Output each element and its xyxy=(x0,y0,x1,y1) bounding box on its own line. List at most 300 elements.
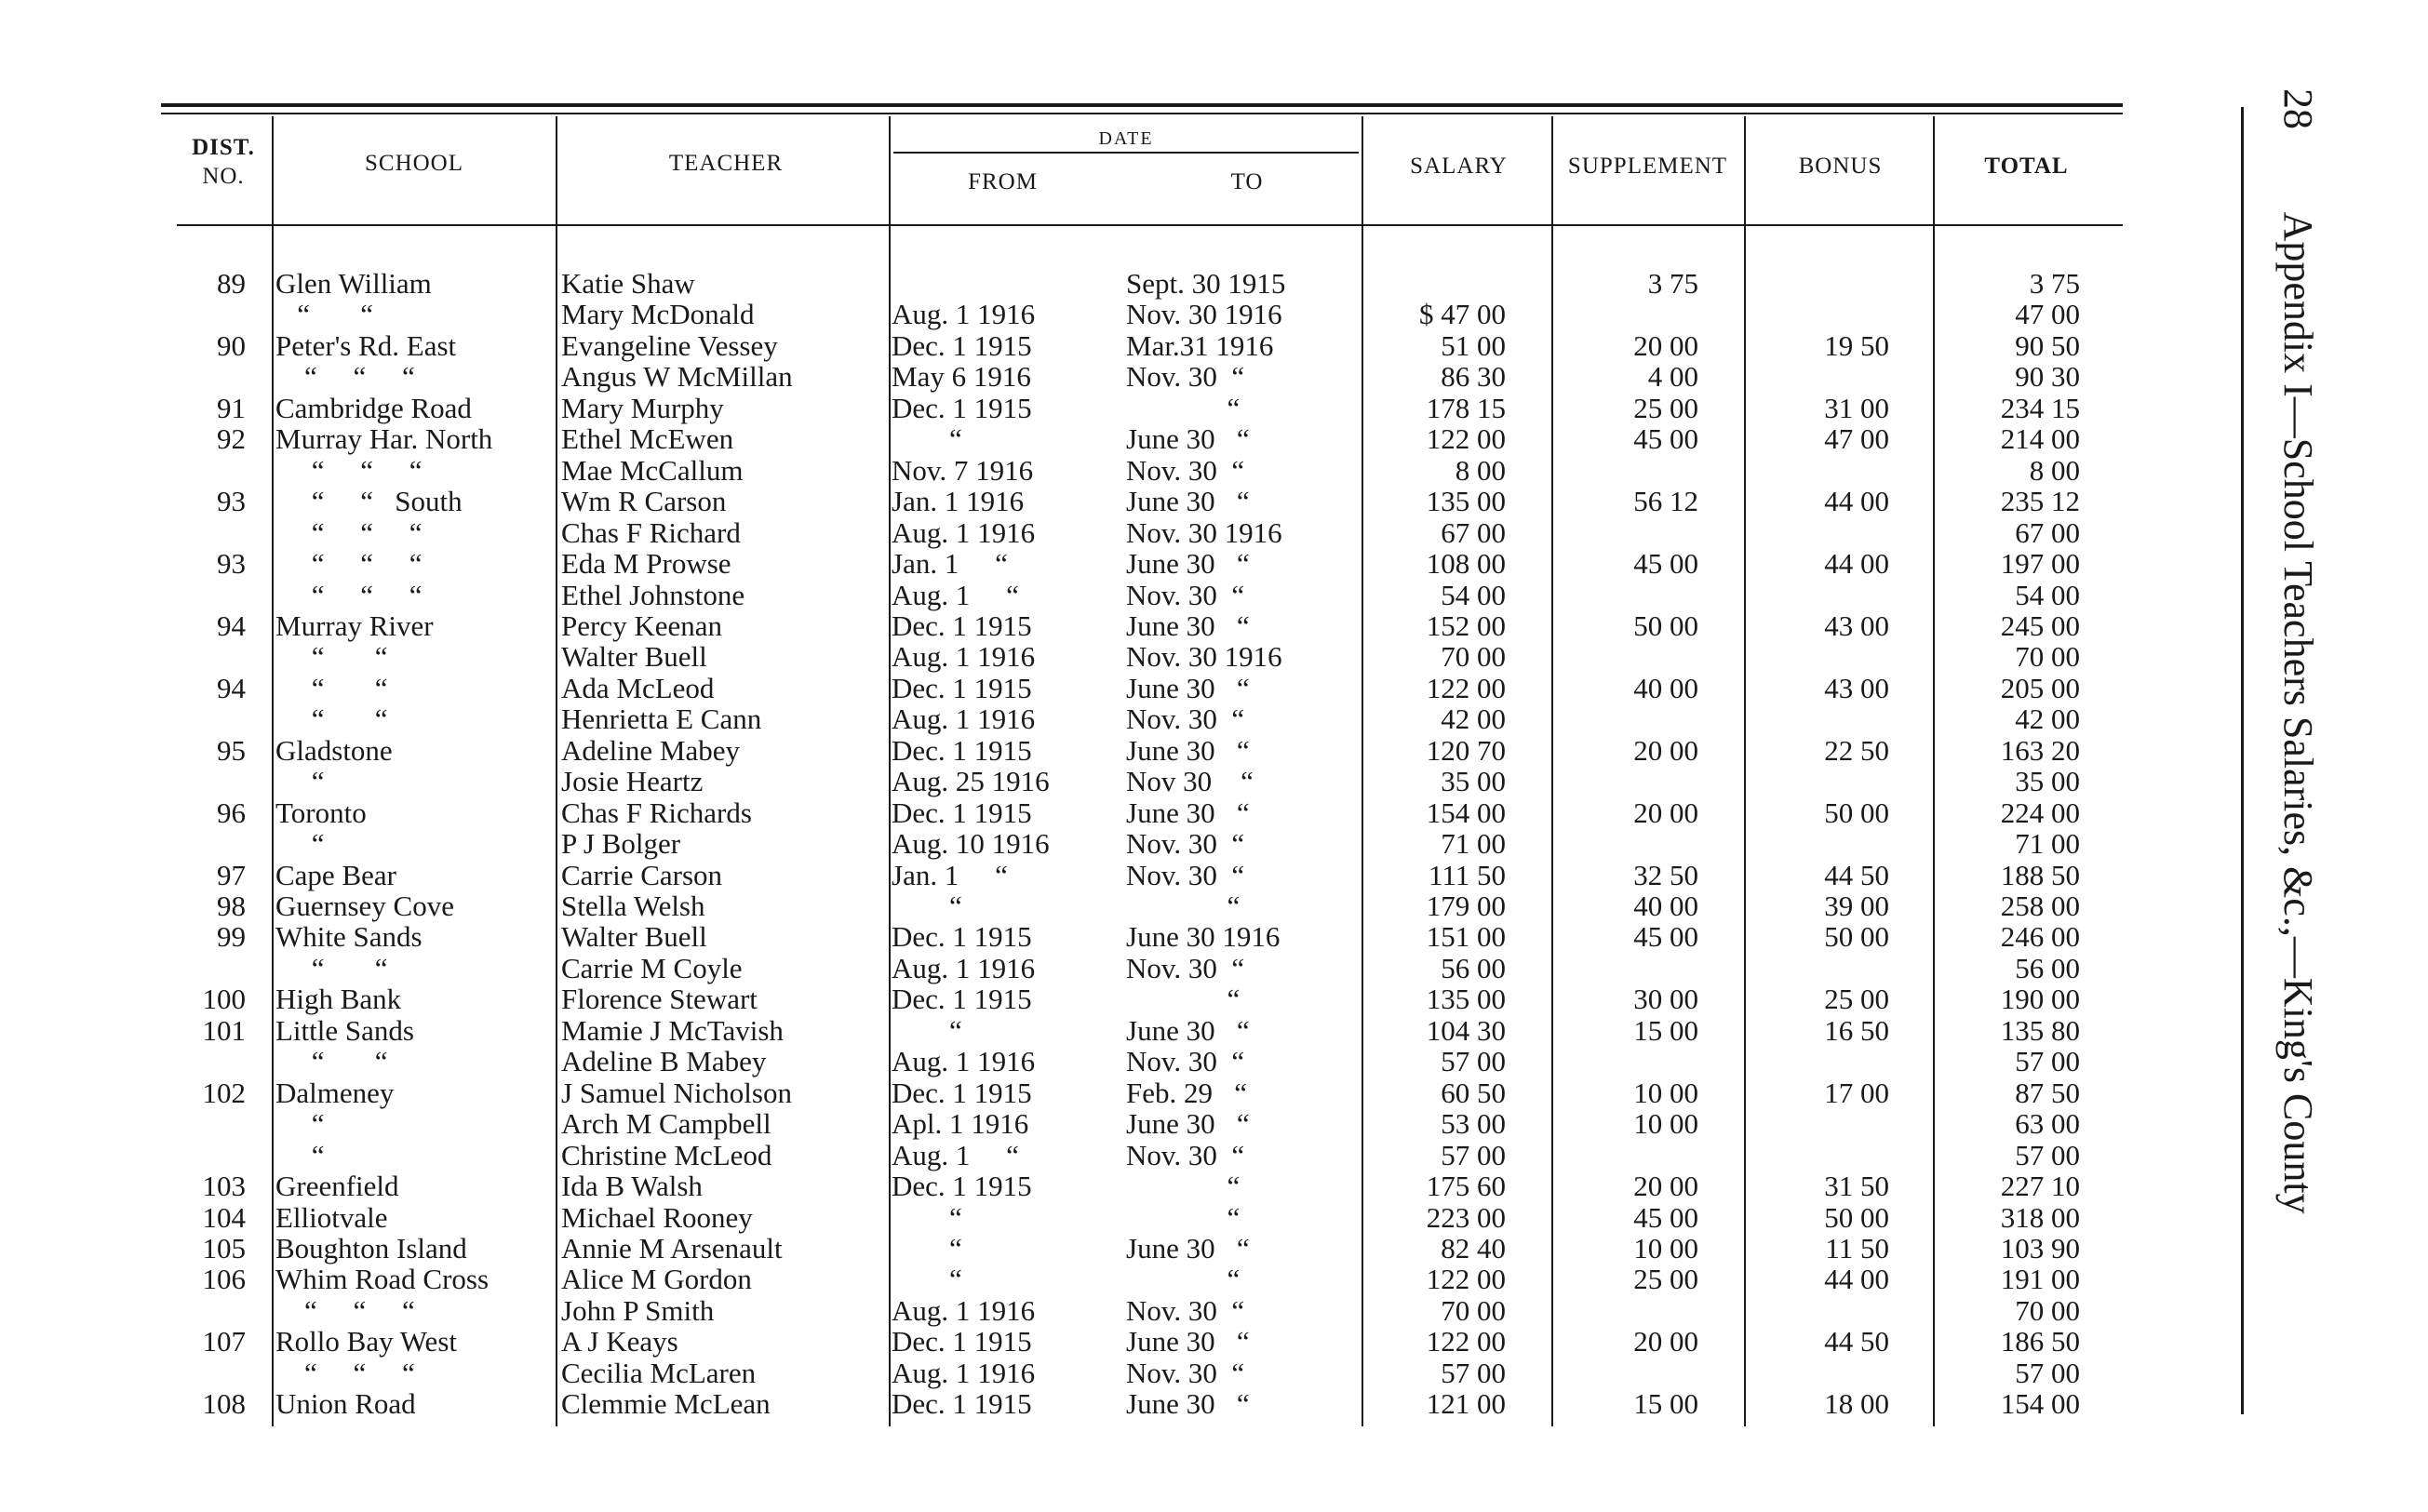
date-from: Aug. 1 1916 xyxy=(892,1293,1036,1327)
date-to: “ xyxy=(1126,1170,1241,1203)
bonus-amount: 43 00 xyxy=(1824,671,1889,704)
teacher-name: Walter Buell xyxy=(561,920,707,954)
salary-amount: 122 00 xyxy=(1426,422,1506,456)
dist-no: 90 xyxy=(217,328,246,362)
date-from: Nov. 7 1916 xyxy=(892,453,1034,487)
bonus-amount: 44 00 xyxy=(1824,485,1889,518)
total-amount: 246 00 xyxy=(2000,920,2080,954)
teacher-name: P J Bolger xyxy=(561,827,681,861)
supplement-amount: 15 00 xyxy=(1633,1387,1698,1421)
teacher-name: Carrie Carson xyxy=(561,858,723,891)
date-from: Aug. 1 1916 xyxy=(892,702,1036,736)
teacher-name: Angus W McMillan xyxy=(561,360,793,394)
date-to: Nov. 30 1916 xyxy=(1126,298,1282,331)
salary-amount: 71 00 xyxy=(1441,827,1506,861)
date-to: June 30 “ xyxy=(1126,733,1250,767)
teacher-name: Josie Heartz xyxy=(561,765,704,798)
table-row xyxy=(0,1077,2428,1108)
salary-amount: 82 40 xyxy=(1441,1231,1506,1264)
total-amount: 71 00 xyxy=(2015,827,2080,861)
school-name: Guernsey Cove xyxy=(275,890,454,922)
salary-amount: 135 00 xyxy=(1426,485,1506,518)
supplement-amount: 40 00 xyxy=(1633,890,1698,922)
dist-no: 93 xyxy=(217,547,246,581)
total-amount: 70 00 xyxy=(2015,640,2080,674)
table-row xyxy=(0,797,2428,828)
table-row xyxy=(0,393,2428,423)
salary-amount: 57 00 xyxy=(1441,1138,1506,1171)
table-row xyxy=(0,517,2428,548)
dist-no: 98 xyxy=(217,890,246,922)
supplement-amount: 32 50 xyxy=(1633,858,1698,891)
teacher-name: Clemmie McLean xyxy=(561,1387,771,1421)
table-row xyxy=(0,860,2428,890)
date-to: “ xyxy=(1126,391,1241,424)
table-row xyxy=(0,921,2428,952)
bonus-amount: 17 00 xyxy=(1824,1076,1889,1109)
dist-no: 107 xyxy=(202,1325,246,1358)
date-to: Nov. 30 “ xyxy=(1126,360,1245,394)
school-name: “ xyxy=(275,1107,325,1141)
teacher-name: Mary Murphy xyxy=(561,391,724,424)
date-to: “ xyxy=(1126,1263,1241,1296)
date-to: Nov. 30 “ xyxy=(1126,1356,1245,1389)
salary-amount: 42 00 xyxy=(1441,702,1506,736)
supplement-amount: 10 00 xyxy=(1633,1107,1698,1141)
date-to: Nov. 30 “ xyxy=(1126,1138,1245,1171)
school-name: “ “ “ xyxy=(275,578,423,611)
date-from: Dec. 1 1915 xyxy=(892,733,1032,767)
teacher-name: Alice M Gordon xyxy=(561,1263,752,1296)
salary-amount: 56 00 xyxy=(1441,951,1506,984)
school-name: Rollo Bay West xyxy=(275,1325,457,1358)
table-row xyxy=(0,828,2428,859)
date-to: Nov. 30 “ xyxy=(1126,1293,1245,1327)
supplement-amount: 4 00 xyxy=(1647,360,1698,394)
date-to: Nov 30 “ xyxy=(1126,765,1254,798)
table-row xyxy=(0,1140,2428,1171)
supplement-amount: 45 00 xyxy=(1633,920,1698,954)
dist-no: 89 xyxy=(217,267,246,300)
school-name: “ “ “ xyxy=(275,1293,415,1327)
teacher-name: Ida B Walsh xyxy=(561,1170,703,1203)
salary-amount: 122 00 xyxy=(1426,671,1506,704)
total-amount: 154 00 xyxy=(2000,1387,2080,1421)
table-row xyxy=(0,455,2428,486)
date-to: Mar.31 1916 xyxy=(1126,328,1274,362)
salary-amount: 70 00 xyxy=(1441,1293,1506,1327)
bonus-amount: 31 50 xyxy=(1824,1170,1889,1203)
table-row xyxy=(0,983,2428,1014)
table-row xyxy=(0,1046,2428,1077)
salary-amount: 108 00 xyxy=(1426,547,1506,581)
school-name: “ “ South xyxy=(275,485,463,518)
school-name: Little Sands xyxy=(275,1013,414,1047)
teacher-name: John P Smith xyxy=(561,1293,715,1327)
school-name: Murray River xyxy=(275,609,434,642)
table-row xyxy=(0,330,2428,361)
dist-no: 101 xyxy=(202,1013,246,1047)
supplement-amount: 30 00 xyxy=(1633,983,1698,1016)
header-total: TOTAL xyxy=(1984,154,2069,179)
date-from: “ xyxy=(892,1200,962,1234)
date-to: Feb. 29 “ xyxy=(1126,1076,1248,1109)
total-amount: 234 15 xyxy=(2000,391,2080,424)
table-row xyxy=(0,1202,2428,1233)
date-from: Dec. 1 1915 xyxy=(892,1325,1032,1358)
date-to: June 30 “ xyxy=(1126,796,1250,829)
header-teacher: TEACHER xyxy=(668,151,784,176)
salary-amount: 70 00 xyxy=(1441,640,1506,674)
dist-no: 106 xyxy=(202,1263,246,1296)
dist-no: 105 xyxy=(202,1231,246,1264)
school-name: “ “ xyxy=(275,298,374,331)
supplement-amount: 3 75 xyxy=(1647,267,1698,300)
supplement-amount: 45 00 xyxy=(1633,422,1698,456)
table-row xyxy=(0,1295,2428,1326)
teacher-name: Carrie M Coyle xyxy=(561,951,743,984)
teacher-name: Adeline B Mabey xyxy=(561,1045,767,1078)
teacher-name: Mamie J McTavish xyxy=(561,1013,784,1047)
supplement-amount: 45 00 xyxy=(1633,547,1698,581)
bonus-amount: 19 50 xyxy=(1824,328,1889,362)
date-from: “ xyxy=(892,1263,962,1296)
date-to: June 30 “ xyxy=(1126,422,1250,456)
supplement-amount: 20 00 xyxy=(1633,733,1698,767)
date-to: June 30 “ xyxy=(1126,671,1250,704)
date-to: Nov. 30 “ xyxy=(1126,453,1245,487)
total-amount: 35 00 xyxy=(2015,765,2080,798)
bonus-amount: 11 50 xyxy=(1825,1231,1889,1264)
supplement-amount: 50 00 xyxy=(1633,609,1698,642)
total-amount: 57 00 xyxy=(2015,1356,2080,1389)
dist-no: 94 xyxy=(217,671,246,704)
salary-amount: 86 30 xyxy=(1441,360,1506,394)
date-from: Aug. 1 1916 xyxy=(892,1356,1036,1389)
school-name: Gladstone xyxy=(275,733,393,767)
running-title xyxy=(2274,88,2322,1214)
teacher-name: Arch M Campbell xyxy=(561,1107,771,1141)
total-amount: 103 90 xyxy=(2000,1231,2080,1264)
total-amount: 87 50 xyxy=(2015,1076,2080,1109)
supplement-amount: 15 00 xyxy=(1633,1013,1698,1047)
running-title-text: Appendix I—School Teachers Salaries, &c.,—King's County xyxy=(2275,211,2321,1214)
date-to: June 30 1916 xyxy=(1126,920,1281,954)
total-amount: 63 00 xyxy=(2015,1107,2080,1141)
header-supplement: SUPPLEMENT xyxy=(1567,154,1728,179)
total-amount: 90 50 xyxy=(2015,328,2080,362)
school-name: Elliotvale xyxy=(275,1200,388,1234)
total-amount: 197 00 xyxy=(2000,547,2080,581)
school-name: Union Road xyxy=(275,1387,416,1421)
date-from: “ xyxy=(892,1231,962,1264)
total-amount: 56 00 xyxy=(2015,951,2080,984)
table-row xyxy=(0,641,2428,672)
date-underline xyxy=(893,152,1359,154)
salary-amount: 152 00 xyxy=(1426,609,1506,642)
school-name: “ “ xyxy=(275,1045,388,1078)
total-amount: 163 20 xyxy=(2000,733,2080,767)
header-dist xyxy=(177,136,270,188)
salary-amount: 51 00 xyxy=(1441,328,1506,362)
teacher-name: Henrietta E Cann xyxy=(561,702,762,736)
date-to: Nov. 30 1916 xyxy=(1126,515,1282,549)
bonus-amount: 44 00 xyxy=(1824,547,1889,581)
teacher-name: Annie M Arsenault xyxy=(561,1231,783,1264)
supplement-amount: 10 00 xyxy=(1633,1076,1698,1109)
table-row xyxy=(0,1233,2428,1264)
salary-amount: 57 00 xyxy=(1441,1356,1506,1389)
total-amount: 70 00 xyxy=(2015,1293,2080,1327)
date-to: Nov. 30 “ xyxy=(1126,827,1245,861)
date-to: Nov. 30 “ xyxy=(1126,951,1245,984)
salary-amount: 179 00 xyxy=(1426,890,1506,922)
salary-amount: 53 00 xyxy=(1441,1107,1506,1141)
table-row xyxy=(0,580,2428,610)
supplement-amount: 45 00 xyxy=(1633,1200,1698,1234)
total-amount: 135 80 xyxy=(2000,1013,2080,1047)
total-amount: 186 50 xyxy=(2000,1325,2080,1358)
table-row xyxy=(0,361,2428,392)
salary-amount: 120 70 xyxy=(1426,733,1506,767)
dist-no: 108 xyxy=(202,1387,246,1421)
bonus-amount: 39 00 xyxy=(1824,890,1889,922)
school-name: “ “ xyxy=(275,640,388,674)
side-rule xyxy=(2241,107,2244,1414)
teacher-name: Adeline Mabey xyxy=(561,733,740,767)
date-to: June 30 “ xyxy=(1126,547,1250,581)
date-from: Dec. 1 1915 xyxy=(892,671,1032,704)
teacher-name: Chas F Richard xyxy=(561,515,741,549)
date-to: June 30 “ xyxy=(1126,1325,1250,1358)
dist-no: 99 xyxy=(217,920,246,954)
supplement-amount: 10 00 xyxy=(1633,1231,1698,1264)
school-name: Murray Har. North xyxy=(275,422,493,456)
date-from: Aug. 1 “ xyxy=(892,578,1019,611)
top-rule-thin xyxy=(161,113,2123,114)
salary-amount: 8 00 xyxy=(1455,453,1506,487)
dist-no: 96 xyxy=(217,796,246,829)
school-name: “ xyxy=(275,1138,325,1171)
bonus-amount: 44 50 xyxy=(1824,858,1889,891)
bonus-amount: 31 00 xyxy=(1824,391,1889,424)
salary-amount: 223 00 xyxy=(1426,1200,1506,1234)
dist-no: 91 xyxy=(217,391,246,424)
date-from: Aug. 1 1916 xyxy=(892,640,1036,674)
supplement-amount: 25 00 xyxy=(1633,391,1698,424)
teacher-name: Chas F Richards xyxy=(561,796,752,829)
date-from: Aug. 25 1916 xyxy=(892,765,1050,798)
school-name: Cape Bear xyxy=(275,858,396,891)
date-from: Aug. 1 1916 xyxy=(892,951,1036,984)
salary-amount: 135 00 xyxy=(1426,983,1506,1016)
salary-amount: 122 00 xyxy=(1426,1263,1506,1296)
school-name: “ “ “ xyxy=(275,453,423,487)
date-to: June 30 “ xyxy=(1126,485,1250,518)
table-row xyxy=(0,735,2428,766)
school-name: Greenfield xyxy=(275,1170,399,1203)
bonus-amount: 44 00 xyxy=(1824,1263,1889,1296)
supplement-amount: 20 00 xyxy=(1633,1170,1698,1203)
header-to: TO xyxy=(1230,169,1264,194)
total-amount: 90 30 xyxy=(2015,360,2080,394)
salary-amount: 57 00 xyxy=(1441,1045,1506,1078)
salary-amount: 35 00 xyxy=(1441,765,1506,798)
teacher-name: Ethel Johnstone xyxy=(561,578,745,611)
teacher-name: Ethel McEwen xyxy=(561,422,734,456)
date-to: Nov. 30 “ xyxy=(1126,578,1245,611)
table-row xyxy=(0,548,2428,579)
table-row xyxy=(0,1015,2428,1046)
dist-no: 102 xyxy=(202,1076,246,1109)
salary-amount: 175 60 xyxy=(1426,1170,1506,1203)
bonus-amount: 18 00 xyxy=(1824,1387,1889,1421)
header-from: FROM xyxy=(968,169,1038,194)
date-from: Dec. 1 1915 xyxy=(892,391,1032,424)
header-salary: SALARY xyxy=(1410,154,1508,179)
total-amount: 214 00 xyxy=(2000,422,2080,456)
school-name: White Sands xyxy=(275,920,423,954)
school-name: “ “ xyxy=(275,671,388,704)
table-row xyxy=(0,953,2428,983)
bonus-amount: 47 00 xyxy=(1824,422,1889,456)
dist-no: 104 xyxy=(202,1200,246,1234)
top-rule-thick xyxy=(161,103,2123,107)
teacher-name: J Samuel Nicholson xyxy=(561,1076,792,1109)
salary-amount: 154 00 xyxy=(1426,796,1506,829)
teacher-name: Christine McLeod xyxy=(561,1138,772,1171)
header-school: SCHOOL xyxy=(364,151,463,176)
salary-amount: 122 00 xyxy=(1426,1325,1506,1358)
salary-amount: $ 47 00 xyxy=(1419,298,1506,331)
school-name: Dalmeney xyxy=(275,1076,395,1109)
bonus-amount: 50 00 xyxy=(1824,920,1889,954)
table-row xyxy=(0,423,2428,454)
salary-amount: 111 50 xyxy=(1429,858,1506,891)
table-row xyxy=(0,610,2428,641)
table-row xyxy=(0,486,2428,516)
table-row xyxy=(0,766,2428,796)
header-date: DATE xyxy=(1098,128,1154,149)
date-from: May 6 1916 xyxy=(892,360,1031,394)
school-name: “ “ “ xyxy=(275,515,423,549)
date-to: June 30 “ xyxy=(1126,1107,1250,1141)
teacher-name: Stella Welsh xyxy=(561,890,705,922)
teacher-name: Wm R Carson xyxy=(561,485,727,518)
date-from: Dec. 1 1915 xyxy=(892,609,1032,642)
teacher-name: Mae McCallum xyxy=(561,453,744,487)
table-row xyxy=(0,1264,2428,1294)
date-from: Aug. 1 1916 xyxy=(892,1045,1036,1078)
school-name: “ “ “ xyxy=(275,360,415,394)
date-from: Dec. 1 1915 xyxy=(892,1076,1032,1109)
school-name: “ “ “ xyxy=(275,1356,415,1389)
total-amount: 318 00 xyxy=(2000,1200,2080,1234)
total-amount: 205 00 xyxy=(2000,671,2080,704)
total-amount: 42 00 xyxy=(2015,702,2080,736)
date-to: Nov. 30 “ xyxy=(1126,702,1245,736)
table-row xyxy=(0,299,2428,329)
date-from: Dec. 1 1915 xyxy=(892,328,1032,362)
school-name: “ “ xyxy=(275,702,388,736)
dist-no: 95 xyxy=(217,733,246,767)
date-from: Aug. 1 “ xyxy=(892,1138,1019,1171)
date-from: Jan. 1 “ xyxy=(892,858,1008,891)
date-to: Sept. 30 1915 xyxy=(1126,267,1286,300)
teacher-name: Eda M Prowse xyxy=(561,547,731,581)
date-from: Dec. 1 1915 xyxy=(892,920,1032,954)
total-amount: 54 00 xyxy=(2015,578,2080,611)
date-to: June 30 “ xyxy=(1126,609,1250,642)
teacher-name: Evangeline Vessey xyxy=(561,328,778,362)
table-row xyxy=(0,890,2428,921)
teacher-name: Walter Buell xyxy=(561,640,707,674)
salary-amount: 60 50 xyxy=(1441,1076,1506,1109)
dist-no: 94 xyxy=(217,609,246,642)
date-from: Jan. 1 1916 xyxy=(892,485,1025,518)
date-to: “ xyxy=(1126,983,1241,1016)
teacher-name: Florence Stewart xyxy=(561,983,758,1016)
supplement-amount: 20 00 xyxy=(1633,328,1698,362)
supplement-amount: 20 00 xyxy=(1633,1325,1698,1358)
total-amount: 8 00 xyxy=(2029,453,2080,487)
page-number: 28 xyxy=(2275,88,2321,129)
bonus-amount: 16 50 xyxy=(1824,1013,1889,1047)
dist-no: 92 xyxy=(217,422,246,456)
table-row xyxy=(0,1388,2428,1419)
total-amount: 235 12 xyxy=(2000,485,2080,518)
teacher-name: Ada McLeod xyxy=(561,671,715,704)
salary-amount: 151 00 xyxy=(1426,920,1506,954)
supplement-amount: 56 12 xyxy=(1633,485,1698,518)
total-amount: 224 00 xyxy=(2000,796,2080,829)
school-name: “ xyxy=(275,765,325,798)
bonus-amount: 25 00 xyxy=(1824,983,1889,1016)
salary-amount: 104 30 xyxy=(1426,1013,1506,1047)
total-amount: 3 75 xyxy=(2029,267,2080,300)
date-to: Nov. 30 “ xyxy=(1126,1045,1245,1078)
bonus-amount: 50 00 xyxy=(1824,1200,1889,1234)
table-row xyxy=(0,673,2428,703)
teacher-name: A J Keays xyxy=(561,1325,678,1358)
table-row xyxy=(0,268,2428,299)
school-name: Boughton Island xyxy=(275,1231,467,1264)
bonus-amount: 44 50 xyxy=(1824,1325,1889,1358)
school-name: Glen William xyxy=(275,267,432,300)
school-name: High Bank xyxy=(275,983,402,1016)
salary-amount: 178 15 xyxy=(1426,391,1506,424)
salary-amount: 121 00 xyxy=(1426,1387,1506,1421)
teacher-name: Michael Rooney xyxy=(561,1200,753,1234)
total-amount: 188 50 xyxy=(2000,858,2080,891)
bonus-amount: 22 50 xyxy=(1824,733,1889,767)
total-amount: 57 00 xyxy=(2015,1045,2080,1078)
date-from: Aug. 1 1916 xyxy=(892,298,1036,331)
date-to: Nov. 30 1916 xyxy=(1126,640,1282,674)
total-amount: 47 00 xyxy=(2015,298,2080,331)
header-bonus: BONUS xyxy=(1798,154,1883,179)
date-from: Apl. 1 1916 xyxy=(892,1107,1029,1141)
dist-no: 103 xyxy=(202,1170,246,1203)
total-amount: 227 10 xyxy=(2000,1170,2080,1203)
teacher-name: Mary McDonald xyxy=(561,298,755,331)
supplement-amount: 25 00 xyxy=(1633,1263,1698,1296)
header-dist-line2: NO. xyxy=(202,164,245,189)
header-dist-line1: DIST. xyxy=(192,135,255,160)
table-row xyxy=(0,1108,2428,1139)
date-from: Dec. 1 1915 xyxy=(892,1170,1032,1203)
dist-no: 100 xyxy=(202,983,246,1016)
